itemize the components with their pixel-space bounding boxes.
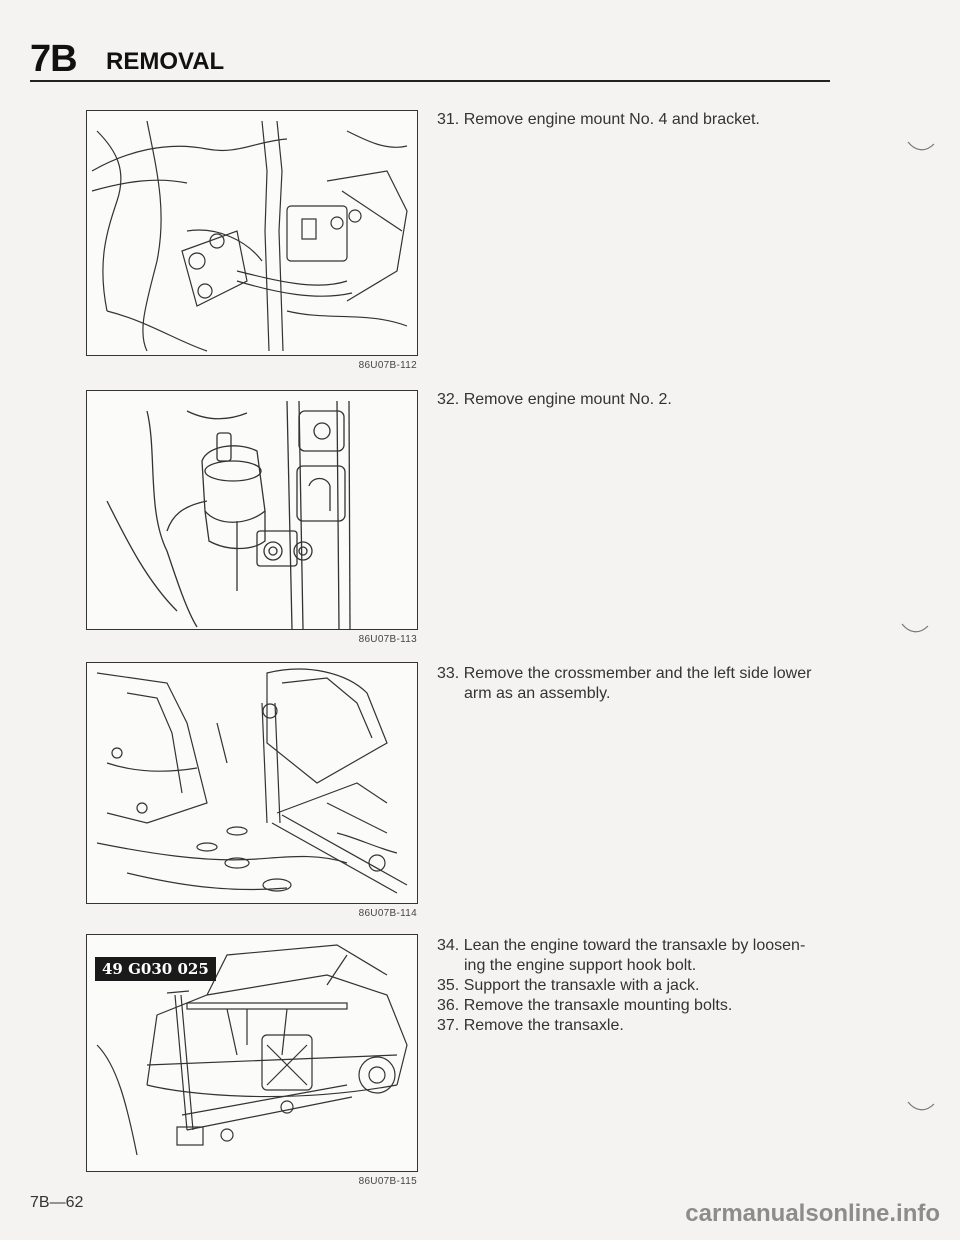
step-text-line2: arm as an assembly.	[464, 685, 611, 702]
figure-engine-mount-2	[86, 390, 418, 645]
step-37	[437, 1016, 837, 1036]
figure-engine-mount-4	[86, 110, 418, 371]
step-text: Remove the transaxle.	[463, 1017, 624, 1034]
step-number: 34.	[437, 937, 460, 954]
step-text-line2: ing the engine support hook bolt.	[464, 957, 697, 974]
step-text-line1: Lean the engine toward the transaxle by loosen-	[463, 937, 806, 954]
special-tool-label: 49 G030 025	[95, 957, 216, 981]
step-34	[437, 936, 837, 976]
step-number: 33.	[437, 665, 460, 682]
engine-mount-4-illustration	[87, 111, 417, 355]
page-number: 7B—62	[30, 1194, 84, 1211]
figure-transaxle-jack	[86, 934, 418, 1187]
step-31	[437, 110, 837, 130]
page-header	[30, 32, 830, 82]
binder-hole-mark	[906, 138, 936, 158]
figure-code: 86U07B-113	[358, 634, 417, 645]
step-35	[437, 976, 837, 996]
step-33	[437, 664, 837, 704]
figure-code: 86U07B-114	[358, 908, 417, 919]
step-text: Remove engine mount No. 2.	[463, 391, 672, 408]
figure-code: 86U07B-112	[358, 360, 417, 371]
figure-code: 86U07B-115	[358, 1176, 417, 1187]
watermark: carmanualsonline.info	[685, 1200, 940, 1227]
step-number: 31.	[437, 111, 460, 128]
step-text-line1: Remove the crossmember and the left side lower	[463, 665, 812, 682]
binder-hole-mark	[900, 620, 930, 640]
step-number: 35.	[437, 977, 460, 994]
figure-crossmember	[86, 662, 418, 919]
step-text: Support the transaxle with a jack.	[463, 977, 700, 994]
step-36	[437, 996, 837, 1016]
step-text: Remove the transaxle mounting bolts.	[463, 997, 733, 1014]
binder-hole-mark	[906, 1098, 936, 1118]
step-text: Remove engine mount No. 4 and bracket.	[463, 111, 760, 128]
step-number: 36.	[437, 997, 460, 1014]
step-number: 37.	[437, 1017, 460, 1034]
section-number: 7B	[30, 38, 77, 80]
step-number: 32.	[437, 391, 460, 408]
section-title: REMOVAL	[106, 48, 225, 75]
step-32	[437, 390, 837, 410]
engine-mount-2-illustration	[87, 391, 417, 629]
crossmember-illustration	[87, 663, 417, 903]
